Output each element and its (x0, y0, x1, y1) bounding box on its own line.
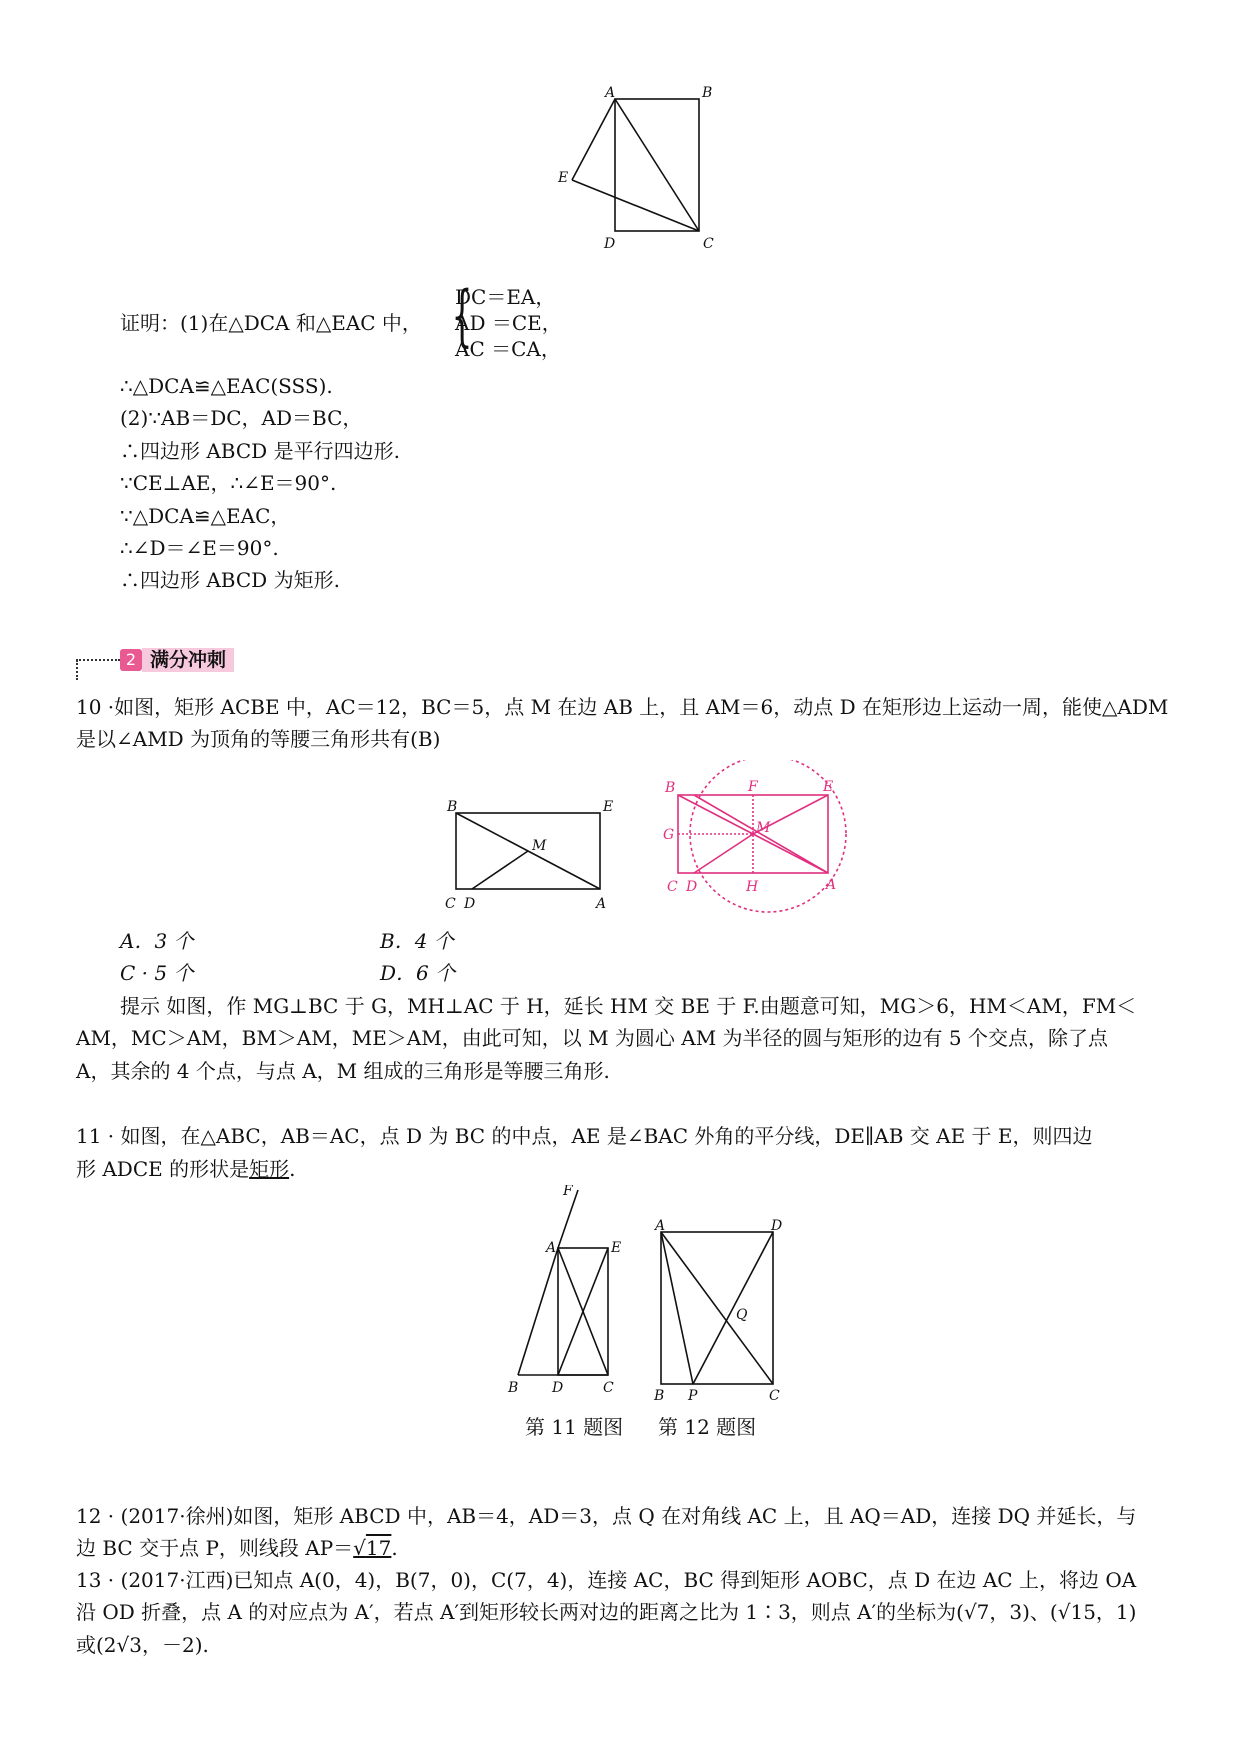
label-G: G (663, 827, 675, 843)
q11-answer: 矩形 (249, 1157, 290, 1181)
q12-text-line2: 边 BC 交于点 P，则线段 AP＝√17. (76, 1536, 398, 1560)
label-P: P (688, 1388, 698, 1403)
label-Q: Q (736, 1307, 748, 1323)
label-E: E (603, 799, 614, 815)
label-D: D (686, 879, 698, 895)
label-B: B (654, 1388, 665, 1403)
proof-line: ∴∠D＝∠E＝90°. (120, 536, 279, 560)
label-F: F (748, 779, 758, 795)
proof-line: (2)∵AB＝DC，AD＝BC， (120, 406, 363, 430)
q10-option-d[interactable]: D．6 个 (380, 961, 456, 985)
section-title: 满分冲刺 (142, 648, 234, 672)
label-A: A (826, 877, 837, 893)
q10-option-c[interactable]: C · 5 个 (120, 961, 194, 985)
label-B: B (508, 1380, 519, 1396)
q10-option-b[interactable]: B．4 个 (380, 929, 454, 953)
q10-option-a[interactable]: A．3 个 (120, 929, 194, 953)
q12-figure (650, 1218, 790, 1403)
label-C: C (603, 1380, 614, 1396)
label-H: H (746, 879, 759, 895)
label-D: D (464, 896, 476, 912)
q12-text-line1: 12 · (2017·徐州)如图，矩形 ABCD 中，AB＝4，AD＝3，点 Q 在对角线 AC 上，且 AQ＝AD，连接 DQ 并延长，与 (76, 1504, 1137, 1528)
proof-sys3: AC ＝CA， (455, 337, 561, 361)
q13-text-line2: 沿 OD 折叠，点 A 的对应点为 A′，若点 A′到矩形较长两对边的距离之比为 1∶3，则点 A′的坐标为(√7，3)、(√15，1) (76, 1600, 1137, 1624)
q10-figure-right (660, 760, 860, 920)
q10-text-line1: 10 ·如图，矩形 ACBE 中，AC＝12，BC＝5，点 M 在边 AB 上，且 AM＝6，动点 D 在矩形边上运动一周，能使△ADM (76, 695, 1169, 719)
label-B: B (702, 85, 713, 101)
label-D: D (552, 1380, 564, 1396)
q10-figure-left (440, 795, 620, 915)
label-A: A (596, 896, 607, 912)
label-M: M (532, 838, 547, 854)
proof-sys2: AD ＝CE， (455, 311, 562, 335)
q10-hint-line1: 提示 如图，作 MG⊥BC 于 G，MH⊥AC 于 H，延长 HM 交 BE 于 F.由题意可知，MG＞6，HM＜AM，FM＜ (120, 994, 1137, 1018)
label-E: E (611, 1240, 622, 1256)
proof-intro: 证明：(1)在△DCA 和△EAC 中， (120, 311, 422, 335)
q13-text-line1: 13 · (2017·江西)已知点 A(0，4)，B(7，0)，C(7，4)，连接 AC，BC 得到矩形 AOBC，点 D 在边 AC 上，将边 OA (76, 1568, 1137, 1592)
section-number: 2 (120, 649, 142, 671)
section-header (120, 648, 234, 672)
section-dotted-rule (76, 659, 120, 661)
label-B: B (447, 799, 458, 815)
label-D: D (604, 236, 616, 252)
label-M: M (756, 820, 771, 836)
proof-sys1: DC＝EA， (455, 285, 556, 309)
proof-figure (555, 85, 735, 265)
label-E: E (823, 779, 834, 795)
q13-text-line3: 或(2√3，－2). (76, 1633, 209, 1657)
caption-fig11: 第 11 题图 (525, 1415, 624, 1439)
label-A: A (546, 1240, 557, 1256)
label-D: D (771, 1218, 783, 1234)
q11-text-line2: 形 ADCE 的形状是矩形. (76, 1157, 296, 1181)
label-C: C (703, 236, 714, 252)
q12-answer: √17 (353, 1536, 392, 1560)
proof-line: ∴△DCA≌△EAC(SSS). (120, 374, 333, 398)
proof-line: ∵△DCA≌△EAC， (120, 504, 291, 528)
q11-text-line1: 11 · 如图，在△ABC，AB＝AC，点 D 为 BC 的中点，AE 是∠BAC 外角的平分线，DE∥AB 交 AE 于 E，则四边 (76, 1124, 1093, 1148)
label-A: A (655, 1218, 666, 1234)
label-C: C (445, 896, 456, 912)
q10-hint-line3: A，其余的 4 个点，与点 A，M 组成的三角形是等腰三角形. (76, 1059, 610, 1083)
label-C: C (769, 1388, 780, 1403)
label-F: F (563, 1185, 573, 1199)
q10-text-line2: 是以∠AMD 为顶角的等腰三角形共有(B) (76, 727, 441, 751)
q10-hint-line2: AM，MC＞AM，BM＞AM，ME＞AM，由此可知，以 M 为圆心 AM 为半径的圆与矩形的边有 5 个交点，除了点 (76, 1026, 1108, 1050)
proof-line: ∴四边形 ABCD 为矩形. (120, 568, 340, 592)
label-E: E (558, 170, 569, 186)
label-B: B (665, 780, 676, 796)
proof-line: ∵CE⊥AE，∴∠E＝90°. (120, 471, 337, 495)
brace: { (451, 277, 473, 354)
proof-line: ∴四边形 ABCD 是平行四边形. (120, 439, 400, 463)
q11-figure (500, 1185, 630, 1405)
caption-fig12: 第 12 题图 (658, 1415, 757, 1439)
label-A: A (605, 85, 616, 101)
section-dotted-rule-vertical (76, 660, 78, 680)
label-C: C (667, 879, 678, 895)
